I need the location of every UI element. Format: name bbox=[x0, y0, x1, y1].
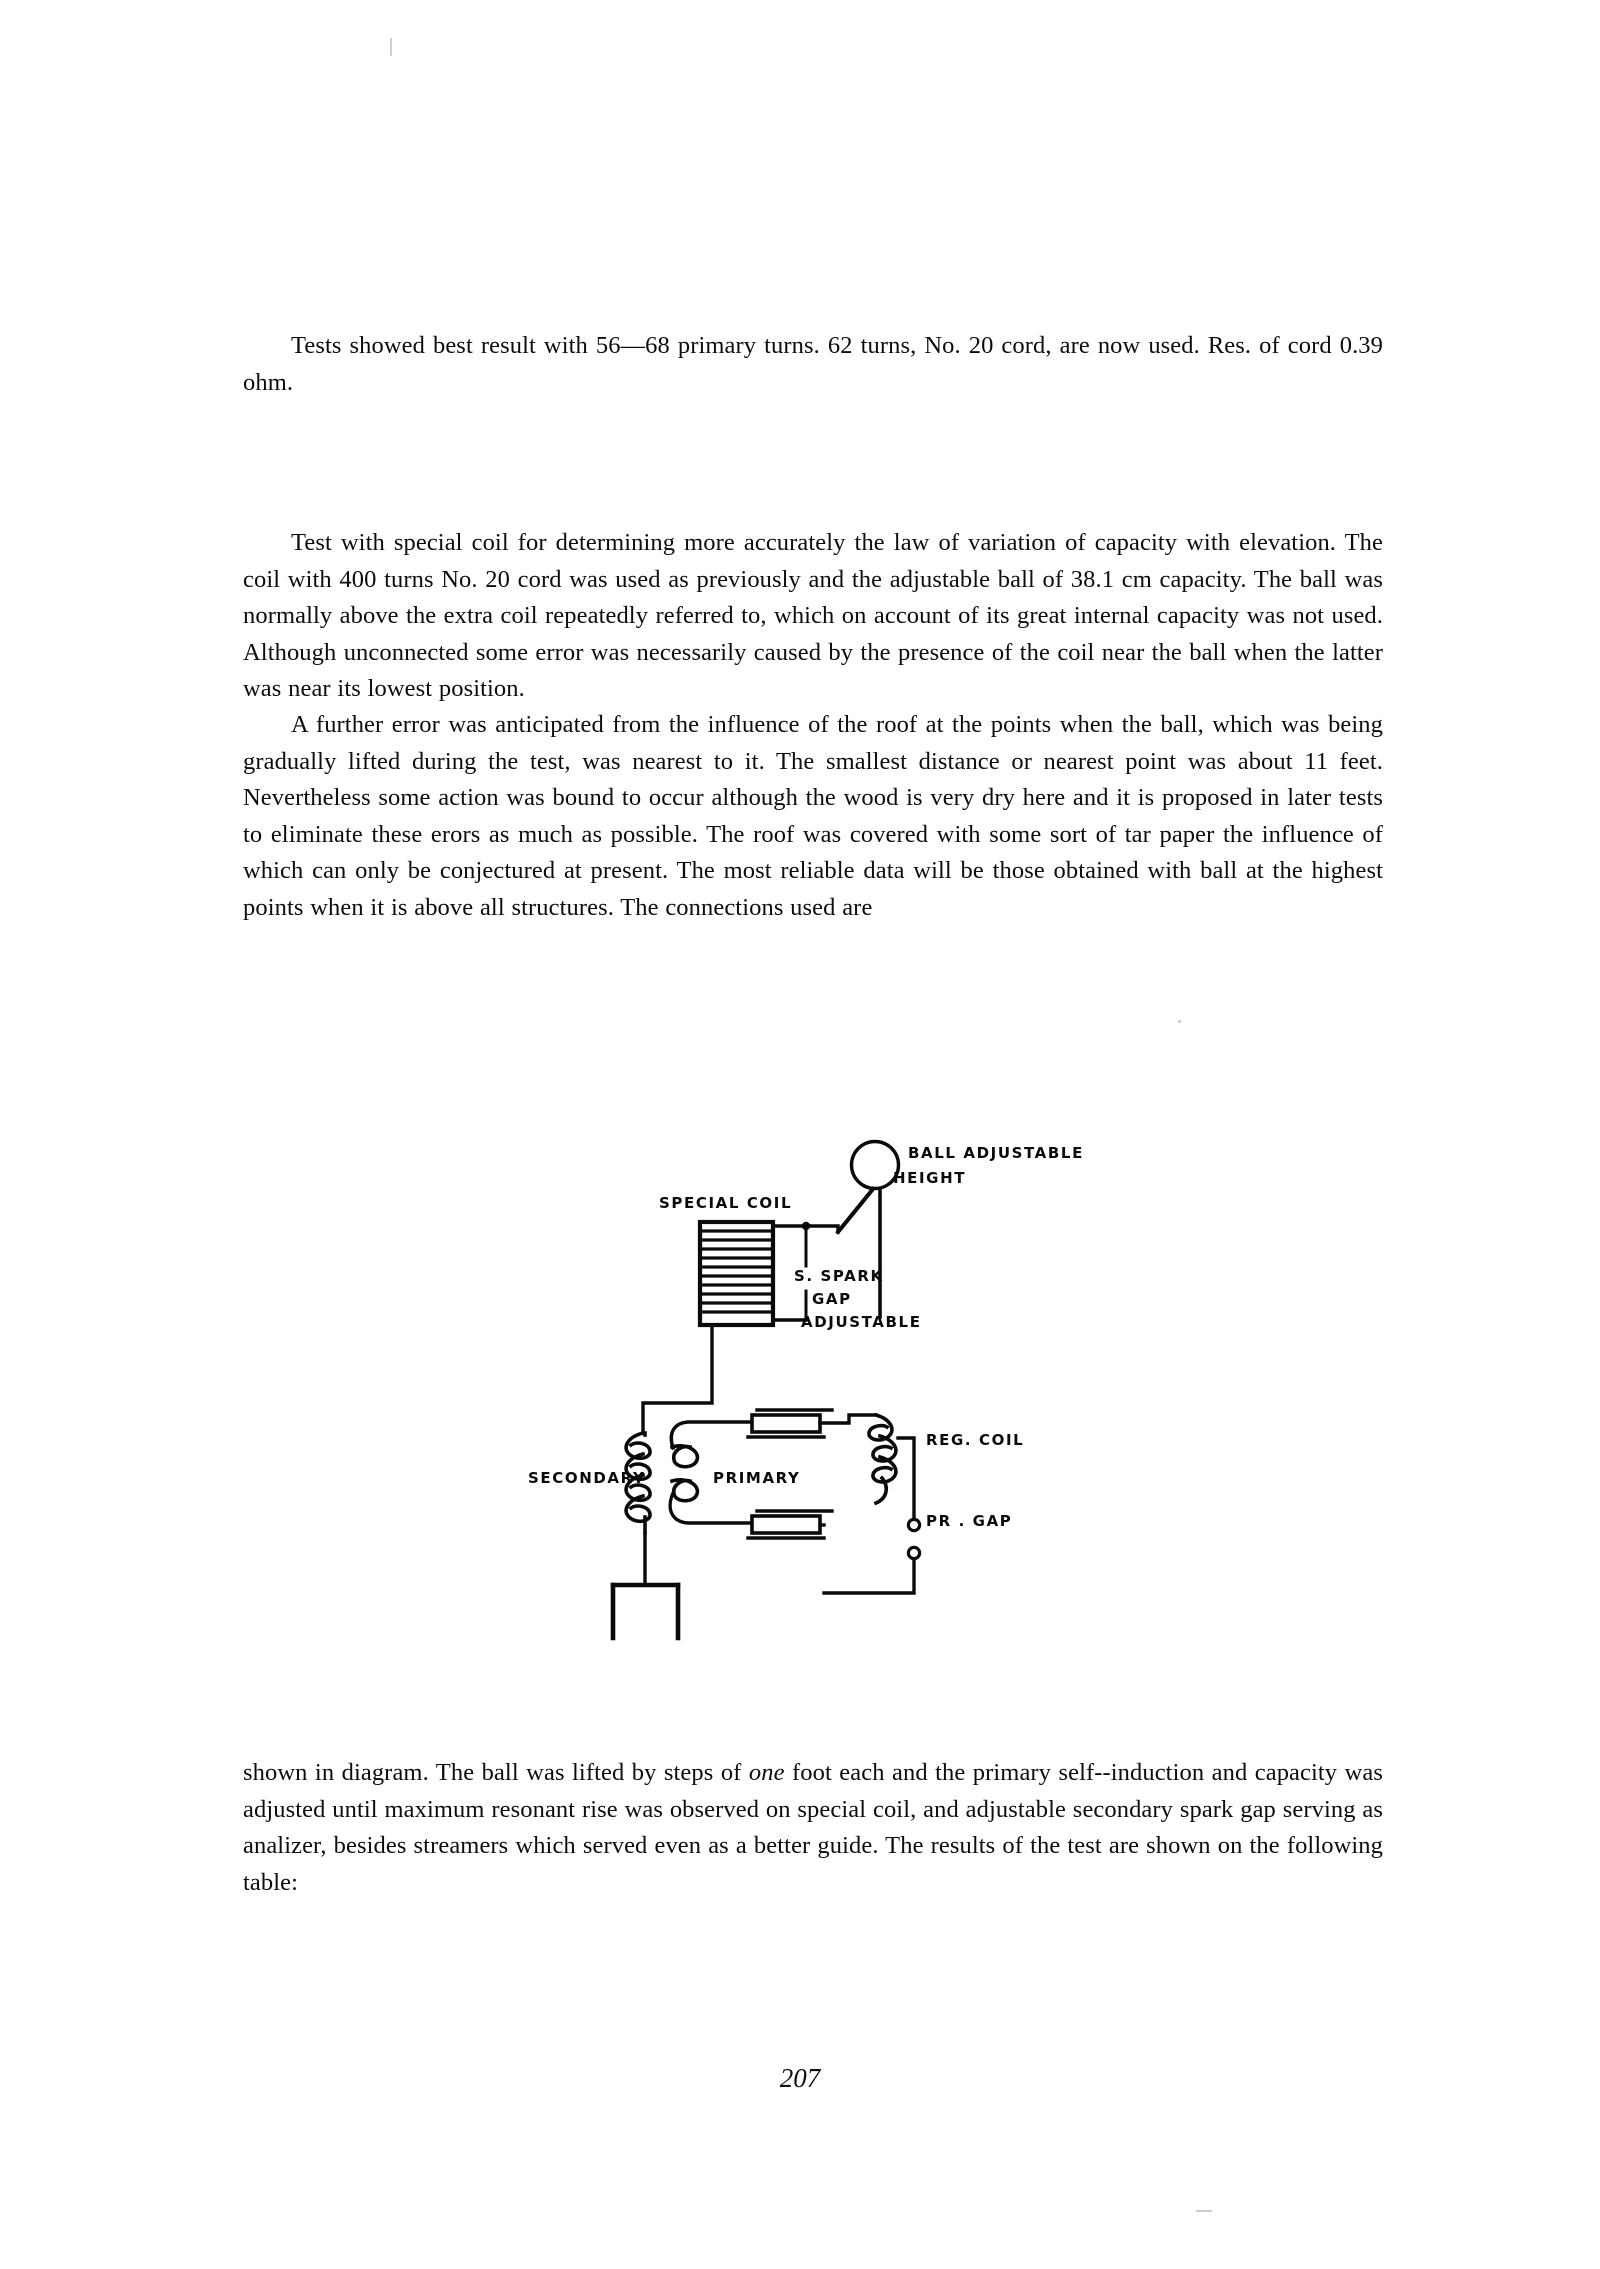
label-spark-gap-line3: ADJUSTABLE bbox=[801, 1313, 922, 1331]
paragraph-block-2 bbox=[243, 525, 1383, 708]
primary-coil-winding bbox=[672, 1446, 697, 1501]
pr-gap-upper-electrode-icon bbox=[908, 1519, 919, 1530]
scan-artifact bbox=[1196, 2210, 1212, 2212]
reg-coil-winding bbox=[869, 1415, 896, 1503]
paragraph-block-4 bbox=[243, 1755, 1383, 1901]
circuit-diagram-figure bbox=[0, 1085, 1600, 1705]
label-special-coil: SPECIAL COIL bbox=[659, 1194, 793, 1212]
label-ball-line1: BALL ADJUSTABLE bbox=[908, 1144, 1084, 1162]
paragraph-4-emphasis: one bbox=[748, 1759, 785, 1786]
paragraph-4-text-before: shown in diagram. The ball was lifted by steps of bbox=[243, 1759, 749, 1786]
label-pr-gap: PR . GAP bbox=[926, 1512, 1013, 1530]
circuit-diagram-svg bbox=[0, 1085, 1600, 1705]
label-spark-gap-line2: GAP bbox=[812, 1290, 852, 1308]
reg-coil-tap-lead bbox=[898, 1438, 914, 1521]
ball-electrode-icon bbox=[852, 1142, 899, 1189]
paragraph-4-text-after: foot each and the primary self--induction and capacity was adjusted until maximum resonant rise was observed on special coil, and adjustable secondary spark gap serving as analizer, besides streamers which served even as a better guide. The results of the test are shown on the following table: bbox=[243, 1759, 1383, 1896]
paragraph-1: Tests showed best result with 56—68 primary turns. 62 turns, No. 20 cord, are now used. Res. of cord 0.39 ohm. bbox=[243, 332, 1383, 396]
paragraph-3: A further error was anticipated from the influence of the roof at the points when the ball, which was being gradually lifted during the test, was nearest to it. The smallest distance or nearest point was about 11 feet. Nevertheless some action was bound to occur although the wood is very dry here and it is proposed in later tests to eliminate these erors as much as possible. The roof was covered with some sort of tar paper the influence of which can only be conjectured at present. The most reliable data will be those obtained with ball at the highest points when it is above all structures. The connections used are bbox=[243, 711, 1383, 921]
pr-gap-lower-electrode-icon bbox=[908, 1547, 919, 1558]
paragraph-2: Test with special coil for determining more accurately the law of variation of capacity with elevation. The coil with 400 turns No. 20 cord was used as previously and the adjustable ball of 38.1 cm capacity. The ball was normally above the extra coil repeatedly referred to, which on account of its great internal capacity was not used. Although unconnected some error was necessarily caused by the presence of the coil near the ball when the latter was near its lowest position. bbox=[243, 529, 1383, 702]
primary-bottom-lead bbox=[670, 1493, 750, 1523]
scan-artifact bbox=[390, 38, 392, 56]
paragraph-4 bbox=[243, 1755, 1383, 1901]
upper-condenser-to-regcoil-lead bbox=[820, 1415, 876, 1423]
paragraph-block-1 bbox=[243, 328, 1383, 401]
paragraph-block-3 bbox=[243, 707, 1383, 926]
primary-top-lead bbox=[671, 1422, 750, 1448]
scan-artifact bbox=[1178, 1020, 1181, 1023]
label-reg-coil: REG. COIL bbox=[926, 1431, 1025, 1449]
special-coil-windings bbox=[700, 1231, 773, 1312]
page-number: 207 bbox=[779, 2063, 821, 2093]
special-coil-to-secondary-lead bbox=[643, 1325, 712, 1433]
label-primary: PRIMARY bbox=[713, 1469, 801, 1487]
label-ball-line2: HEIGHT bbox=[893, 1169, 967, 1187]
label-secondary: SECONDARY bbox=[528, 1469, 646, 1487]
special-coil-body bbox=[700, 1222, 773, 1325]
label-spark-gap-line1: S. SPARK bbox=[794, 1267, 884, 1285]
lower-condenser-body bbox=[752, 1516, 820, 1533]
ball-diagonal-lead bbox=[838, 1189, 873, 1232]
upper-condenser-body bbox=[752, 1415, 820, 1432]
pr-gap-to-lower-condenser-lead bbox=[824, 1559, 914, 1593]
